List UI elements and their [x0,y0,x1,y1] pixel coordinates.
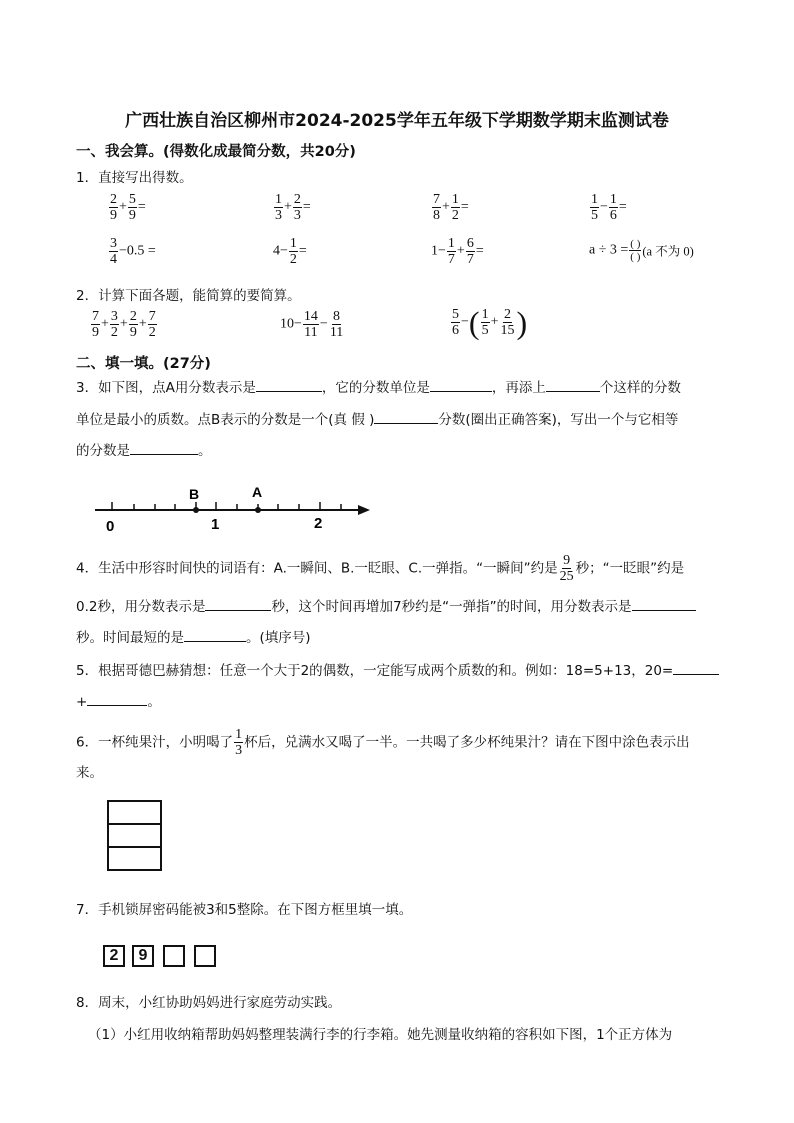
q5-line-1: 5．根据哥德巴赫猜想：任意一个大于2的偶数，一定能写成两个质数的和。例如：18=5+13，20= [76,660,719,681]
q1-item-d: $\frac{1}{5}$ − $\frac{1}{6}$ = [591,192,627,223]
q1-item-f: 4− $\frac{1}{2}$ = [273,236,307,267]
q3-line-3: 的分数是 。 [76,440,212,461]
q2-expression-2: 10− $\frac{14}{11}$ − $\frac{8}{11}$ [280,309,344,340]
juice-cup-part-1[interactable] [107,800,162,825]
password-digit-2: 9 [132,945,154,967]
q4-line-3: 秒。时间最短的是 。(填序号) [76,627,311,648]
point-a-marker [255,507,261,513]
q5-blank-1[interactable] [673,660,719,675]
q6-line-2: 来。 [76,765,103,781]
q3-blank-5[interactable] [130,440,198,455]
q3-blank-3[interactable] [546,377,600,392]
point-b-label: B [189,486,200,502]
q3-blank-1[interactable] [256,377,322,392]
tick-label-0: 0 [106,518,115,535]
q1-item-c: $\frac{7}{8}$ + $\frac{1}{2}$ = [433,192,469,223]
section-1-heading: 一、我会算。(得数化成最简分数，共20分) [76,144,356,160]
q4-blank-1[interactable] [205,596,271,611]
q6-line-1: 6．一杯纯果汁，小明喝了 $\frac{1}{3}$ 杯后，兑满水又喝了一半。一共喝了多少杯纯果汁？请在下图中涂色表示出 [76,727,690,758]
q1-item-b: $\frac{1}{3}$ + $\frac{2}{3}$ = [275,192,311,223]
q1-item-h: a ÷ 3 = $\frac{( )}{( )}$ (a 不为 0) [589,238,694,263]
q4-line-1: 4．生活中形容时间快的词语有：A.一瞬间、B.一眨眼、C.一弹指。“一瞬间”约是 $\frac{9}{25}$ 秒；“一眨眼”约是 [76,553,685,584]
q4-line-2: 0.2秒，用分数表示是 秒，这个时间再增加7秒约是“一弹指”的时间，用分数表示是 [76,596,696,617]
question-2-label: 2．计算下面各题，能简算的要简算。 [76,288,301,304]
q2-expression-3: $\frac{5}{6}$ −( $\frac{1}{5}$ + $\frac{2}{15}$ ) [452,304,528,341]
section-2-heading: 二、填一填。(27分) [76,356,211,372]
number-line [90,480,380,540]
q1-item-g: 1− $\frac{1}{7}$ + $\frac{6}{7}$ = [431,236,484,267]
q3-line-1: 3．如下图，点A用分数表示是 ，它的分数单位是 ，再添上 个这样的分数 [76,377,681,398]
tick-label-2: 2 [314,515,323,532]
tick-label-1: 1 [211,516,220,533]
q3-blank-2[interactable] [430,377,492,392]
q3-line-2: 单位是最小的质数。点B表示的分数是一个(真 假 ) 分数(圈出正确答案)，写出一个与它相等 [76,409,678,430]
juice-cup-part-2[interactable] [107,823,162,848]
q4-blank-2[interactable] [632,596,696,611]
q3-blank-4[interactable] [374,409,438,424]
q5-blank-2[interactable] [87,691,147,706]
q1-item-e: $\frac{3}{4}$ −0.5 = [110,236,156,267]
q5-line-2: + 。 [76,691,161,712]
question-8-label: 8．周末，小红协助妈妈进行家庭劳动实践。 [76,995,342,1011]
juice-cup-part-3[interactable] [107,846,162,871]
password-digit-1: 2 [103,945,125,967]
question-1-label: 1．直接写出得数。 [76,170,193,186]
page-title: 广西壮族自治区柳州市2024-2025学年五年级下学期数学期末监测试卷 [125,111,669,131]
password-digit-4-box[interactable] [194,945,216,967]
q2-expression-1: $\frac{7}{9}$ + $\frac{3}{2}$ + $\frac{2}{9}$ + $\frac{7}{2}$ [92,309,156,340]
point-b-marker [193,507,199,513]
q4-blank-3[interactable] [184,627,246,642]
password-digit-3-box[interactable] [163,945,185,967]
question-7-label: 7．手机锁屏密码能被3和5整除。在下图方框里填一填。 [76,902,413,918]
question-8-sub-1: （1）小红用收纳箱帮助妈妈整理装满行李的行李箱。她先测量收纳箱的容积如下图，1个正方体为 [88,1027,673,1043]
point-a-label: A [252,484,263,500]
q1-item-a: $\frac{2}{9}$ + $\frac{5}{9}$ = [110,192,146,223]
